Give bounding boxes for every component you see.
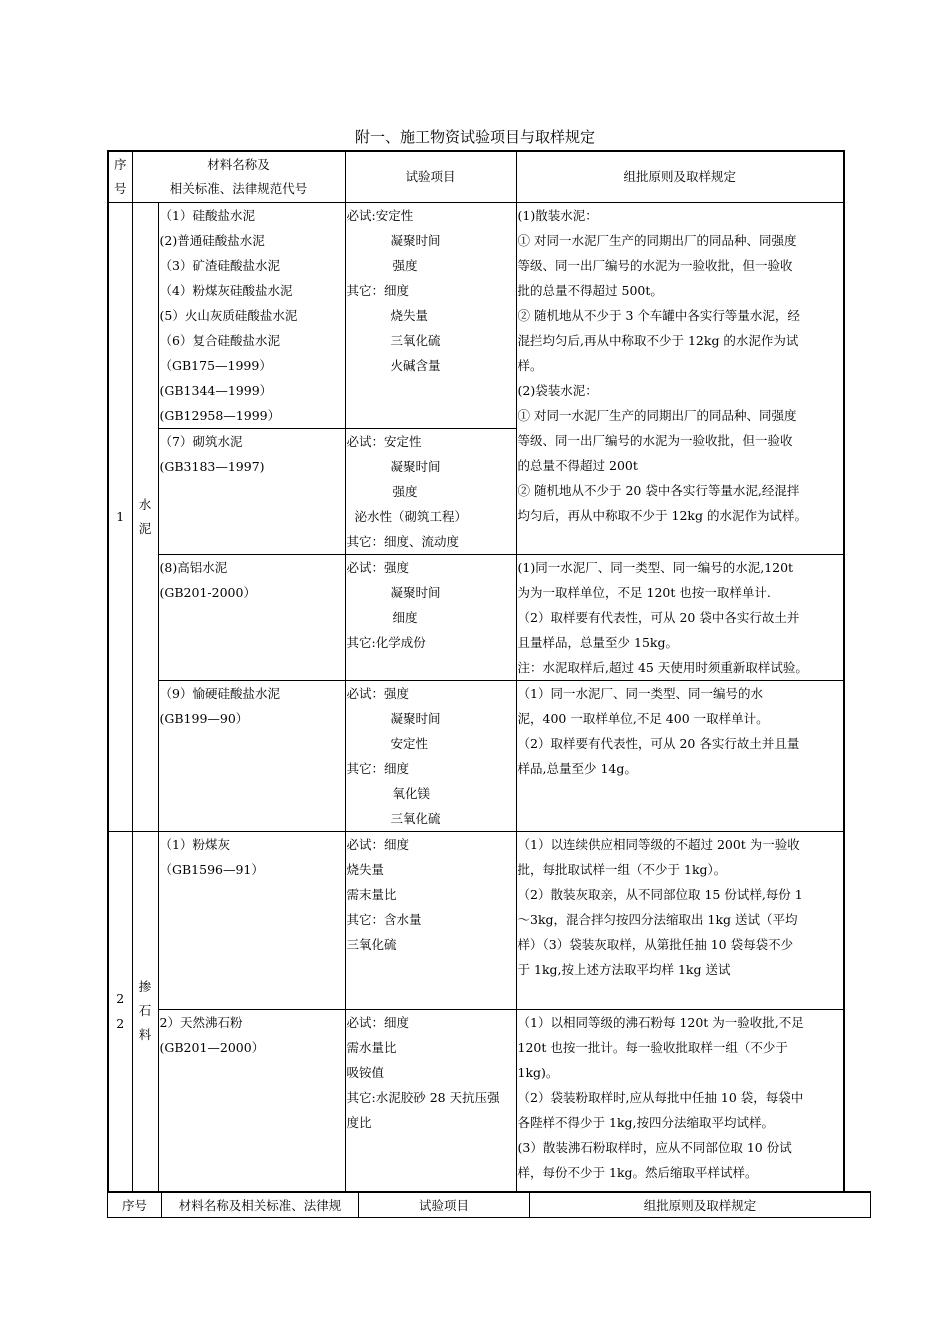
rules-cell: (1)同一水泥厂、同一类型、同一编号的水泥,120t 为为一取样单位，不足 120t 也按一取样单计. （2）取样要有代表性，可从 20 袋中各实行故土并 且量样品，总量至少 15kg。 注：水泥取样后,超过 45 天使用时须重新取样试验。 (516, 554, 844, 680)
rules-cell: （1）以连续供应相同等级的不超过 200t 为一验收 批，每批取试样一组（不少于 1kg）。 （2）散装灰取亲，从不同部位取 15 份试样,每份 1 ～3kg，混合拌匀按四分法缩取出 1kg 送试（平均 样）（3）袋装灰取样，从第批任抽 10 袋每袋不少 于 1kg,按上述方法取平均样 1kg 送试 (516, 831, 844, 1009)
footer-test-items: 试验项目 (359, 1192, 530, 1218)
table-row (108, 1009, 844, 1192)
test-items-cell: 必试：细度 烧失量 需末量比 其它：含水量 三氧化硫 (345, 831, 516, 1009)
row-seq-2: 2 2 (108, 831, 132, 1192)
rules-cell: （1）以相同等级的沸石粉每 120t 为一验收批,不足 120t 也按一批计。每一验收批取样一组（不少于 1kg)。 （2）袋装粉取样时,应从每批中任抽 10 袋，每袋中 各陛样不得少于 1kg,按四分法缩取平均试样。 (3）散装沸石粉取样时，应从不同部位取 10 份试 样，每份不少于 1kg。然后缩取平样试样。 (516, 1009, 844, 1192)
test-items-cell: 必试：安定性 凝聚时间 强度 泌水性（砌筑工程） 其它：细度、流动度 (345, 428, 516, 554)
page-title: 附一、施工物资试验项目与取样规定 (354, 128, 595, 146)
table-header-row (108, 151, 844, 202)
rules-cell: （1）同一水泥厂、同一类型、同一编号的水 泥，400 一取样单位,不足 400 一取样单计。 （2）取样要有代表性，可从 20 各实行故土并且量 样品,总量至少 14g。 (516, 680, 844, 831)
header-material: 材料名称及 相关标准、法律规范代号 (132, 151, 345, 202)
test-items-cell: 必试：强度 凝聚时间 细度 其它:化学成份 (345, 554, 516, 680)
repeated-header-row (107, 1191, 871, 1218)
header-test-items: 试验项目 (345, 151, 516, 202)
test-items-cell: 必试：强度 凝聚时间 安定性 其它：细度 氧化镁 三氧化硫 (345, 680, 516, 831)
header-rules: 组批原则及取样规定 (516, 151, 844, 202)
rules-cell: (1)散装水泥： ① 对同一水泥厂生产的同期出厂的同品种、同强度 等级、同一出厂编号的水泥为一验收批，但一验收 批的总量不得超过 500t。 ② 随机地从不少于 3 个车罐中各实行等量水泥，经 混拦均匀后,再从中称取不少于 12kg 的水泥作为试 样。 (2)袋装水泥： ① 对同一水泥厂生产的同期出厂的同品种、同强度 等级、同一出厂编号的水泥为一验收批，但一验收 的总量不得超过 200t ② 随机地从不少于 20 袋中各实行等量水泥,经混拌 均匀后，再从中称取不少于 12kg 的水泥作为试样。 (516, 202, 844, 554)
table-row (108, 680, 844, 831)
material-cell: 2）天然沸石粉 (GB201—2000） (158, 1009, 345, 1192)
category-admixture: 掺石料 (132, 831, 158, 1192)
table-row (108, 554, 844, 680)
category-cement: 水泥 (132, 202, 158, 831)
row-seq-1: 1 (108, 202, 132, 831)
footer-material: 材料名称及相关标准、法律规 (162, 1192, 359, 1218)
material-cell: （7）砌筑水泥 (GB3183—1997) (158, 428, 345, 554)
header-seq: 序 号 (108, 151, 132, 202)
table-row (108, 202, 844, 428)
test-sampling-table (107, 150, 845, 1193)
footer-rules: 组批原则及取样规定 (530, 1192, 871, 1218)
material-cell: （1）粉煤灰 （GB1596—91） (158, 831, 345, 1009)
test-items-cell: 必试:安定性 凝聚时间 强度 其它：细度 烧失量 三氧化硫 火碱含量 (345, 202, 516, 428)
table-row (108, 831, 844, 1009)
material-cell: （1）硅酸盐水泥 (2)普通硅酸盐水泥 （3）矿渣硅酸盐水泥 （4）粉煤灰硅酸盐水泥 (5）火山灰质硅酸盐水泥 （6）复合硅酸盐水泥 （GB175—1999） (GB1344—1999） (GB12958—1999） (158, 202, 345, 428)
material-cell: (8)高铝水泥 (GB201-2000） (158, 554, 345, 680)
material-cell: （9）愉硬硅酸盐水泥 (GB199—90） (158, 680, 345, 831)
footer-seq: 序号 (108, 1192, 162, 1218)
test-items-cell: 必试：细度 需水量比 吸铵值 其它:水泥胶砂 28 天抗压强 度比 (345, 1009, 516, 1192)
